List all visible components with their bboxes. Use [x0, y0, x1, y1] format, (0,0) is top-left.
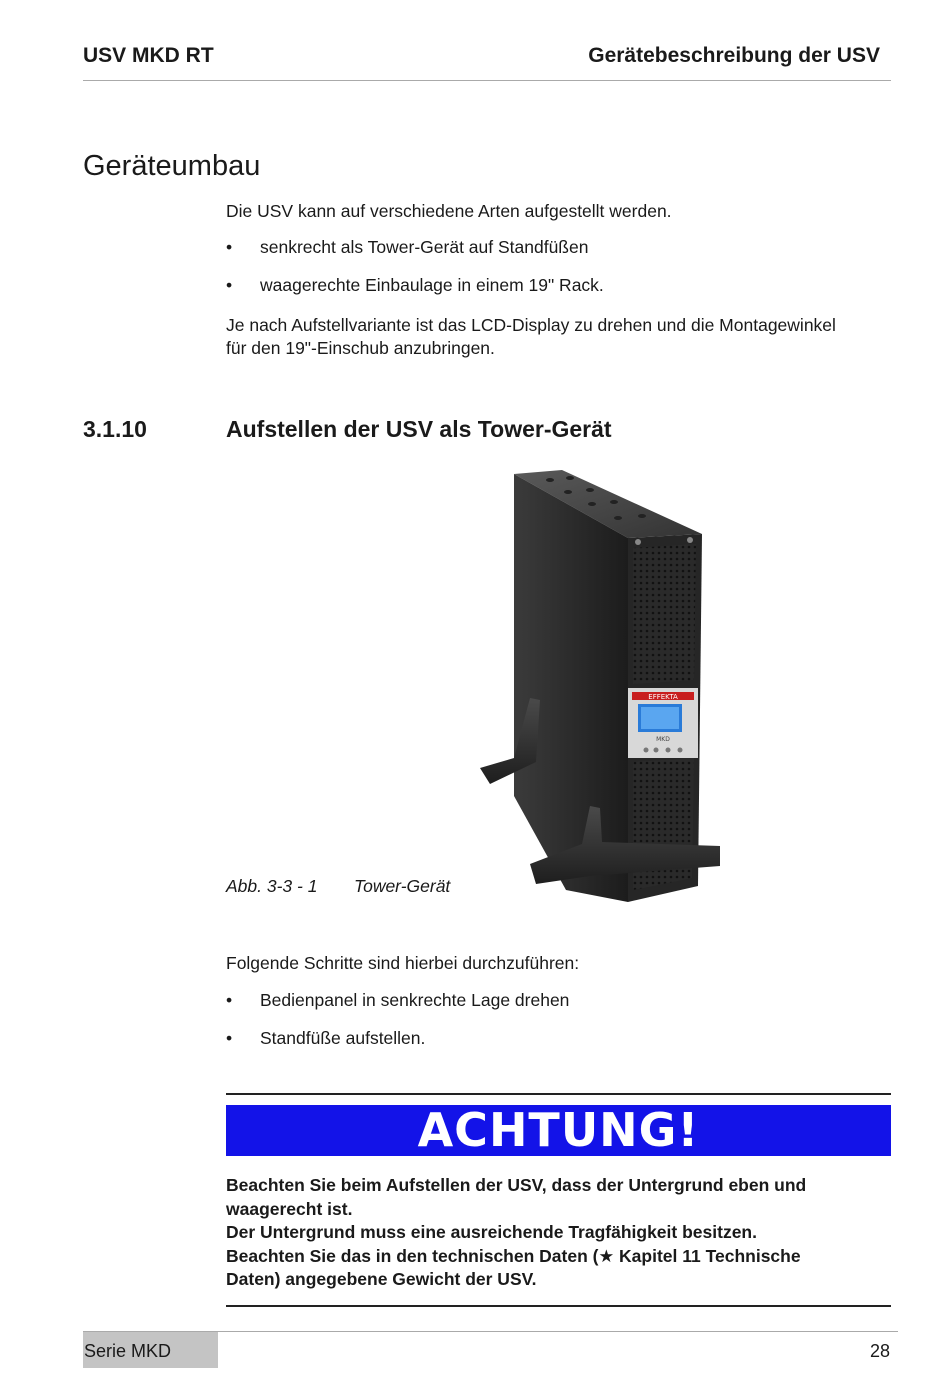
warning-line: Der Untergrund muss eine ausreichende Tragfähigkeit besitzen. — [226, 1222, 757, 1242]
warning-line: waagerecht ist. — [226, 1198, 353, 1219]
star-icon: ★ — [598, 1245, 615, 1266]
brand-label: EFFEKTA — [648, 693, 678, 701]
warning-line-text: Beachten Sie das in den technischen Daten ( — [226, 1245, 599, 1266]
bullet-icon: • — [226, 1028, 233, 1048]
warning-top-rule — [226, 1093, 891, 1095]
footer-series: Serie MKD — [84, 1341, 172, 1361]
warning-line: Daten) angegebene Gewicht der USV. — [226, 1269, 537, 1289]
header-left: USV MKD RT — [83, 44, 214, 67]
warning-line — [226, 1245, 891, 1269]
warning-line: Beachten Sie beim Aufstellen der USV, dass der Untergrund eben und — [226, 1175, 807, 1195]
section-note — [226, 314, 836, 360]
subsection-title: Aufstellen der USV als Tower-Gerät — [226, 416, 612, 442]
warning-heading: ACHTUNG! — [417, 1103, 700, 1157]
list-item: Standfüße aufstellen. — [260, 1028, 426, 1048]
bullet-icon: • — [226, 990, 233, 1010]
model-label: MKD — [656, 736, 670, 743]
warning-bottom-rule — [226, 1305, 891, 1307]
figure-label: Abb. 3-3 - 1 — [226, 876, 318, 896]
warning-text — [226, 1174, 891, 1292]
bullet-icon: • — [226, 275, 233, 295]
note-line: Je nach Aufstellvariante ist das LCD-Display zu drehen und die Montagewinkel — [226, 315, 836, 335]
list-item: waagerechte Einbaulage in einem 19" Rack. — [260, 275, 604, 295]
steps-intro: Folgende Schritte sind hierbei durchzuführen: — [226, 953, 580, 973]
page-number: 28 — [869, 1341, 890, 1361]
header-divider — [83, 80, 891, 81]
list-item: senkrecht als Tower-Gerät auf Standfüßen — [260, 237, 589, 257]
figure-title: Tower-Gerät — [354, 876, 451, 896]
note-line: für den 19"-Einschub anzubringen. — [226, 338, 495, 358]
warning-line-text: Kapitel 11 Technische — [614, 1245, 801, 1266]
header-right: Gerätebeschreibung der USV — [588, 44, 880, 67]
warning-banner — [226, 1105, 891, 1156]
section-title: Geräteumbau — [83, 150, 261, 182]
list-item: Bedienpanel in senkrechte Lage drehen — [260, 990, 570, 1010]
bullet-icon: • — [226, 237, 233, 257]
subsection-number: 3.1.10 — [83, 416, 147, 442]
ups-tower-photo — [470, 466, 730, 916]
section-intro: Die USV kann auf verschiedene Arten aufgestellt werden. — [226, 201, 672, 221]
